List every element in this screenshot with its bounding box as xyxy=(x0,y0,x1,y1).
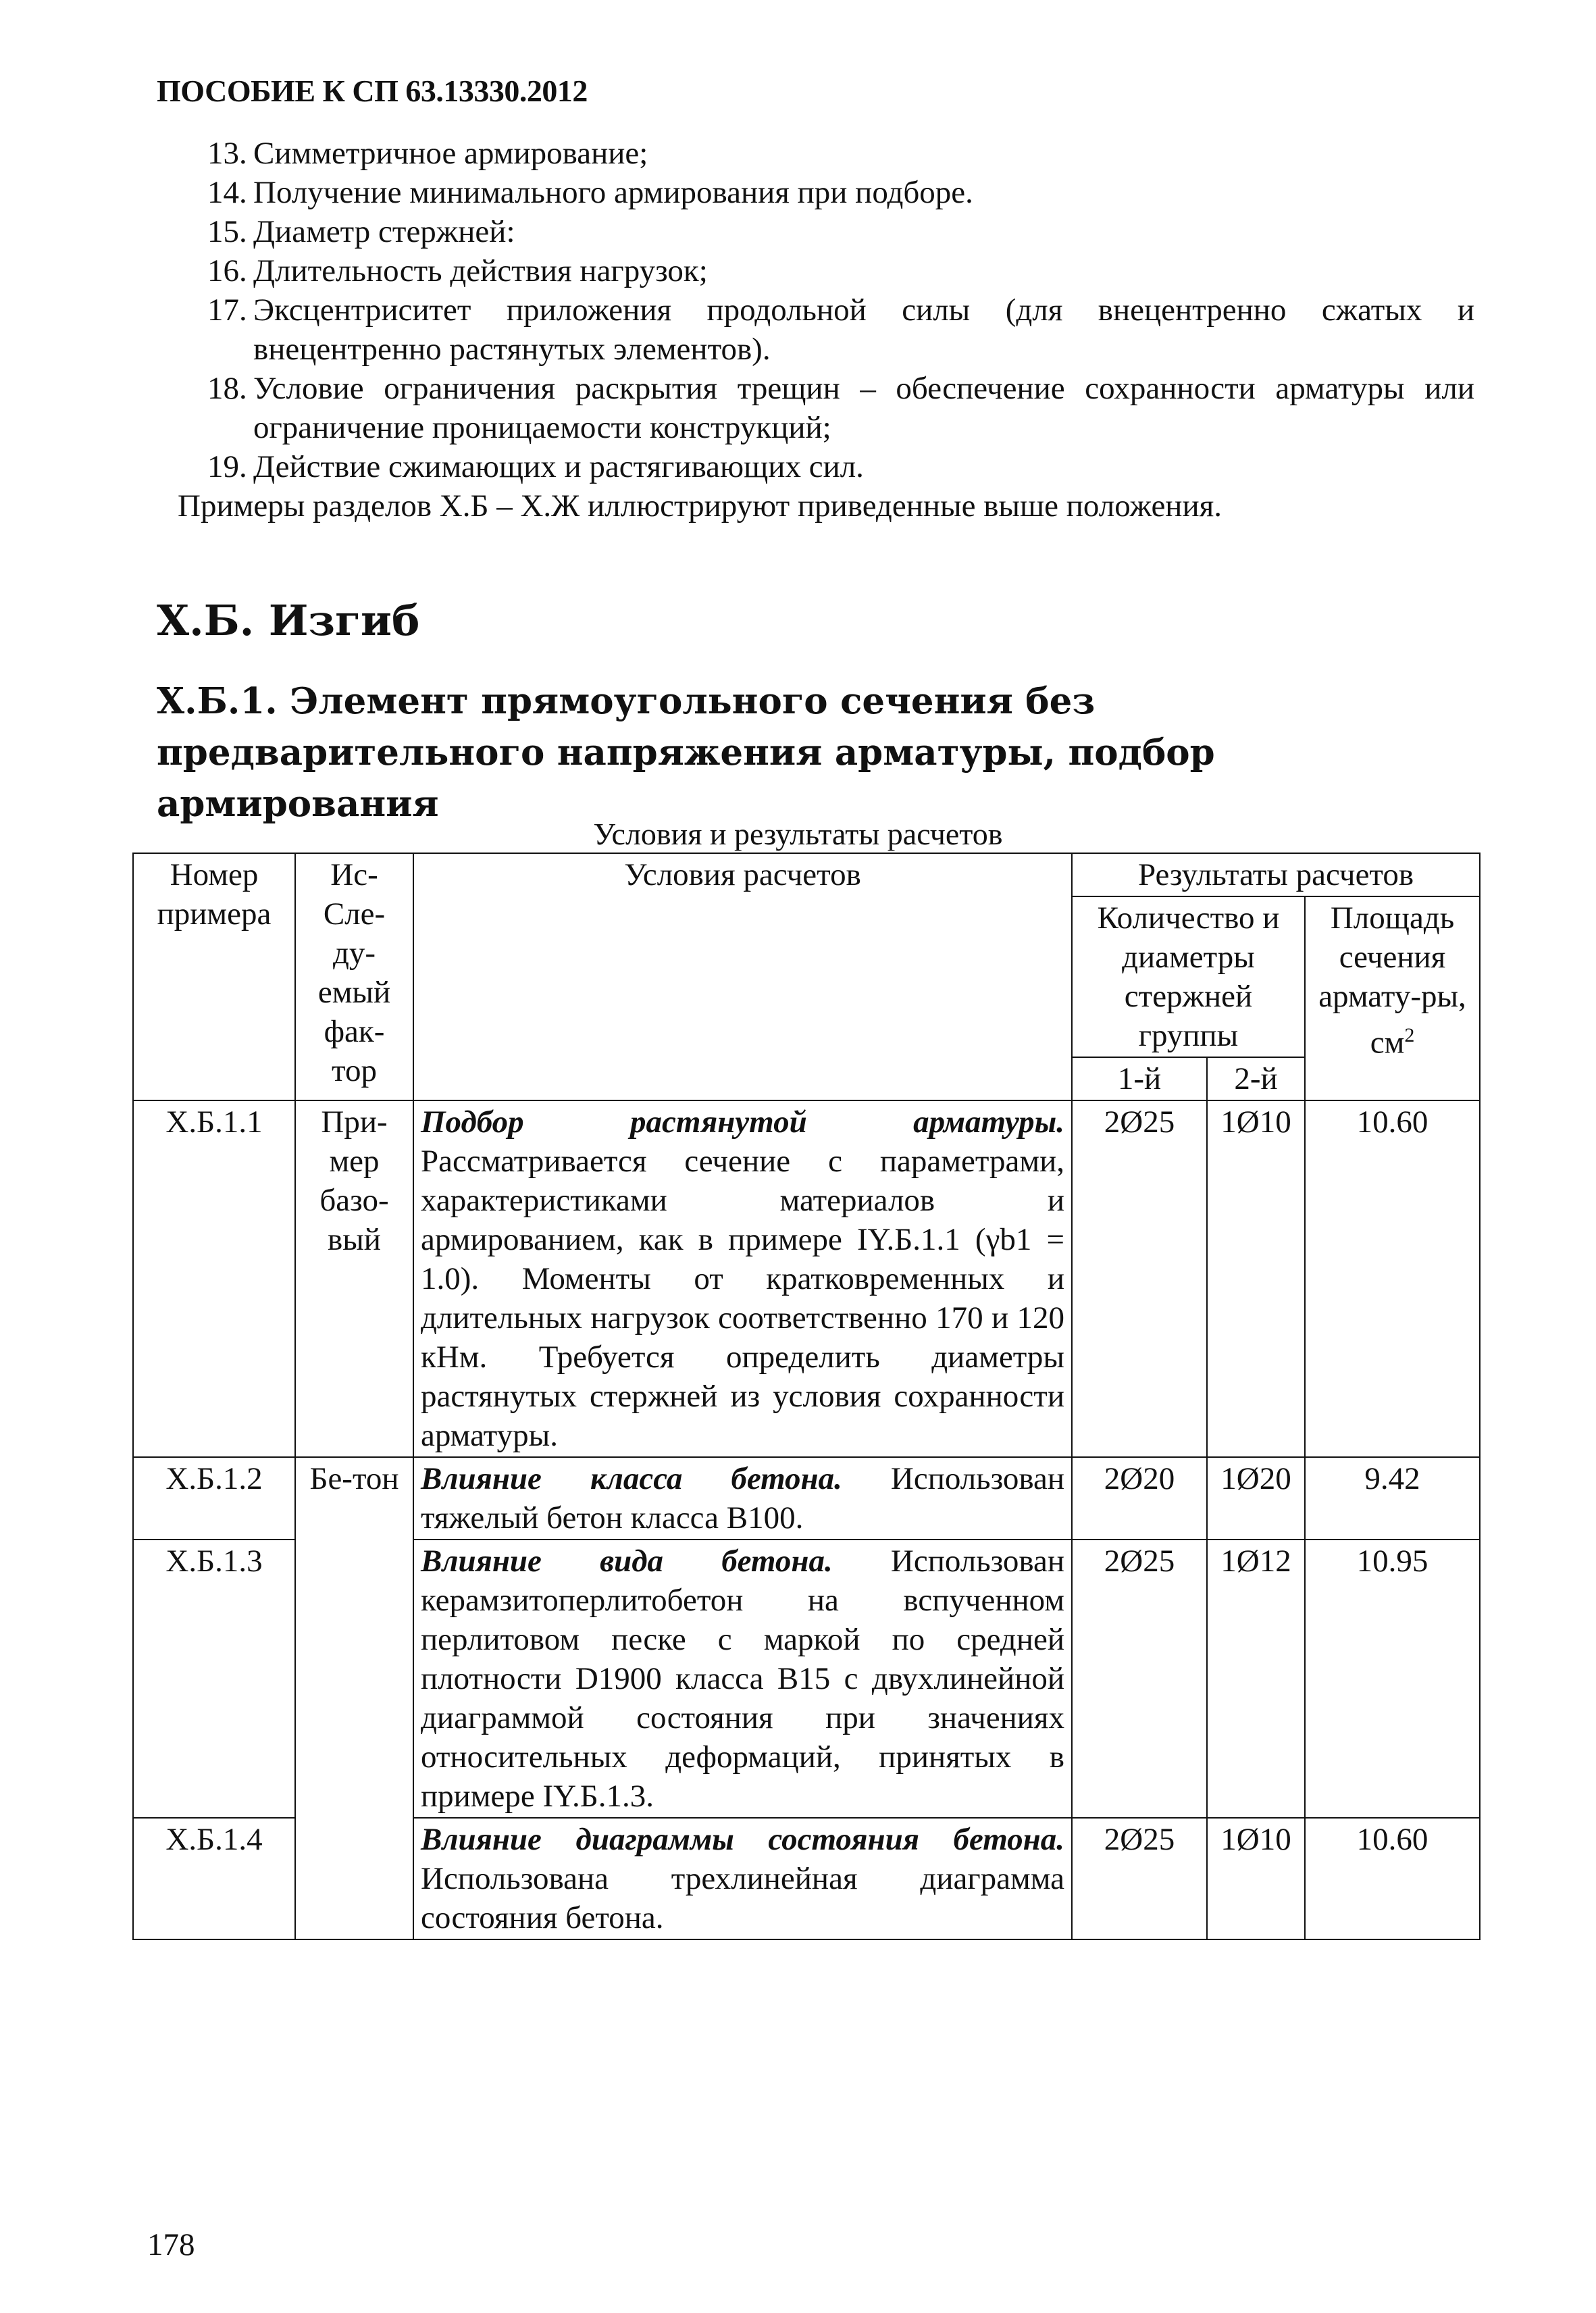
studied-factor: Бе-тон xyxy=(295,1457,413,1939)
table-row xyxy=(133,1457,1480,1540)
list-item-text: Условие ограничения раскрытия трещин – обеспечение сохранности арматуры или ограничение проницаемости конструкций; xyxy=(253,371,1474,445)
conditions-cell xyxy=(413,1457,1072,1540)
condition-text: Использован керамзитоперлитобетон на вспученном перлитовом песке с маркой по средней плотности D1900 класса В15 с двухлинейной диаграммой состояния при значениях относительных деформаций, принятых в примере IY.Б.1.3. xyxy=(421,1544,1065,1814)
header-conditions: Условия расчетов xyxy=(413,853,1072,1100)
group-1-bars: 2Ø25 xyxy=(1072,1100,1207,1457)
condition-title: Подбор растянутой арматуры. xyxy=(421,1104,1064,1140)
list-item-text: Эксцентриситет приложения продольной силы (для внецентренно сжатых и внецентренно растянутых элементов). xyxy=(253,293,1474,367)
list-item xyxy=(178,212,1474,251)
list-item-number: 18. xyxy=(207,371,247,406)
header-area-superscript: 2 xyxy=(1404,1024,1415,1046)
list-item-number: 17. xyxy=(207,293,247,328)
list-item xyxy=(178,369,1474,447)
header-example-number: Номер примера xyxy=(133,853,295,1100)
list-item-text: Получение минимального армирования при подборе. xyxy=(253,175,973,210)
group-2-bars: 1Ø10 xyxy=(1207,1100,1305,1457)
condition-text: Рассматривается сечение с параметрами, характеристиками материалов и армированием, как в примере IY.Б.1.1 (γb1 = 1.0). Моменты от кратковременных и длительных нагрузок соответственно 170 и 120 кНм. Требуется определить диаметры растянутых стержней из условия сохранности арматуры. xyxy=(421,1144,1064,1453)
page-number: 178 xyxy=(147,2227,195,2262)
group-2-bars: 1Ø20 xyxy=(1207,1457,1305,1540)
condition-title: Влияние вида бетона. xyxy=(421,1544,833,1579)
example-number: Х.Б.1.2 xyxy=(133,1457,295,1540)
numbered-list xyxy=(178,134,1474,486)
header-results: Результаты расчетов xyxy=(1072,853,1480,896)
list-item-number: 19. xyxy=(207,449,247,484)
condition-text: Использована трехлинейная диаграмма состояния бетона. xyxy=(421,1861,1064,1935)
list-item-number: 16. xyxy=(207,253,247,288)
list-item-number: 13. xyxy=(207,136,247,171)
group-1-bars: 2Ø20 xyxy=(1072,1457,1207,1540)
condition-title: Влияние класса бетона. xyxy=(421,1461,842,1496)
section-area: 10.60 xyxy=(1305,1818,1480,1939)
header-factor: Ис-Сле-ду-емый фак-тор xyxy=(295,853,413,1100)
list-item xyxy=(178,290,1474,369)
group-2-bars: 1Ø10 xyxy=(1207,1818,1305,1939)
conditions-cell xyxy=(413,1540,1072,1818)
example-number: Х.Б.1.3 xyxy=(133,1540,295,1818)
group-1-bars: 2Ø25 xyxy=(1072,1540,1207,1818)
studied-factor: При-мер базо-вый xyxy=(295,1100,413,1457)
list-item-text: Симметричное армирование; xyxy=(253,136,648,171)
condition-text: Использован тяжелый бетон класса В100. xyxy=(421,1461,1064,1535)
table-row xyxy=(133,1100,1480,1457)
header-bar-quantity: Количество и диаметры стержней группы xyxy=(1072,896,1305,1057)
list-item-number: 15. xyxy=(207,214,247,249)
list-item-text: Действие сжимающих и растягивающих сил. xyxy=(253,449,864,484)
conditions-cell xyxy=(413,1818,1072,1939)
subsection-title: Х.Б.1. Элемент прямоугольного сечения без предварительного напряжения арматуры, подбор армирования xyxy=(157,680,1215,825)
header-area xyxy=(1305,896,1480,1100)
list-item xyxy=(178,447,1474,486)
header-group-1: 1-й xyxy=(1072,1057,1207,1100)
list-item xyxy=(178,134,1474,173)
header-area-text: Площадь сечения армату-ры, см xyxy=(1318,900,1466,1061)
conditions-cell xyxy=(413,1100,1072,1457)
intro-paragraph: Примеры разделов Х.Б – Х.Ж иллюстрируют приведенные выше положения. xyxy=(178,488,1222,524)
running-header: ПОСОБИЕ К СП 63.13330.2012 xyxy=(157,74,588,108)
results-table xyxy=(132,853,1481,1940)
list-item-text: Диаметр стержней: xyxy=(253,214,515,249)
group-2-bars: 1Ø12 xyxy=(1207,1540,1305,1818)
section-area: 9.42 xyxy=(1305,1457,1480,1540)
condition-title: Влияние диаграммы состояния бетона. xyxy=(421,1822,1064,1857)
example-number: Х.Б.1.1 xyxy=(133,1100,295,1457)
section-area: 10.60 xyxy=(1305,1100,1480,1457)
list-item-number: 14. xyxy=(207,175,247,210)
group-1-bars: 2Ø25 xyxy=(1072,1818,1207,1939)
list-item-text: Длительность действия нагрузок; xyxy=(253,253,708,288)
example-number: Х.Б.1.4 xyxy=(133,1818,295,1939)
table-caption: Условия и результаты расчетов xyxy=(593,817,1003,851)
list-item xyxy=(178,251,1474,290)
list-item xyxy=(178,173,1474,212)
header-group-2: 2-й xyxy=(1207,1057,1305,1100)
section-area: 10.95 xyxy=(1305,1540,1480,1818)
section-title: Х.Б. Изгиб xyxy=(157,596,420,645)
